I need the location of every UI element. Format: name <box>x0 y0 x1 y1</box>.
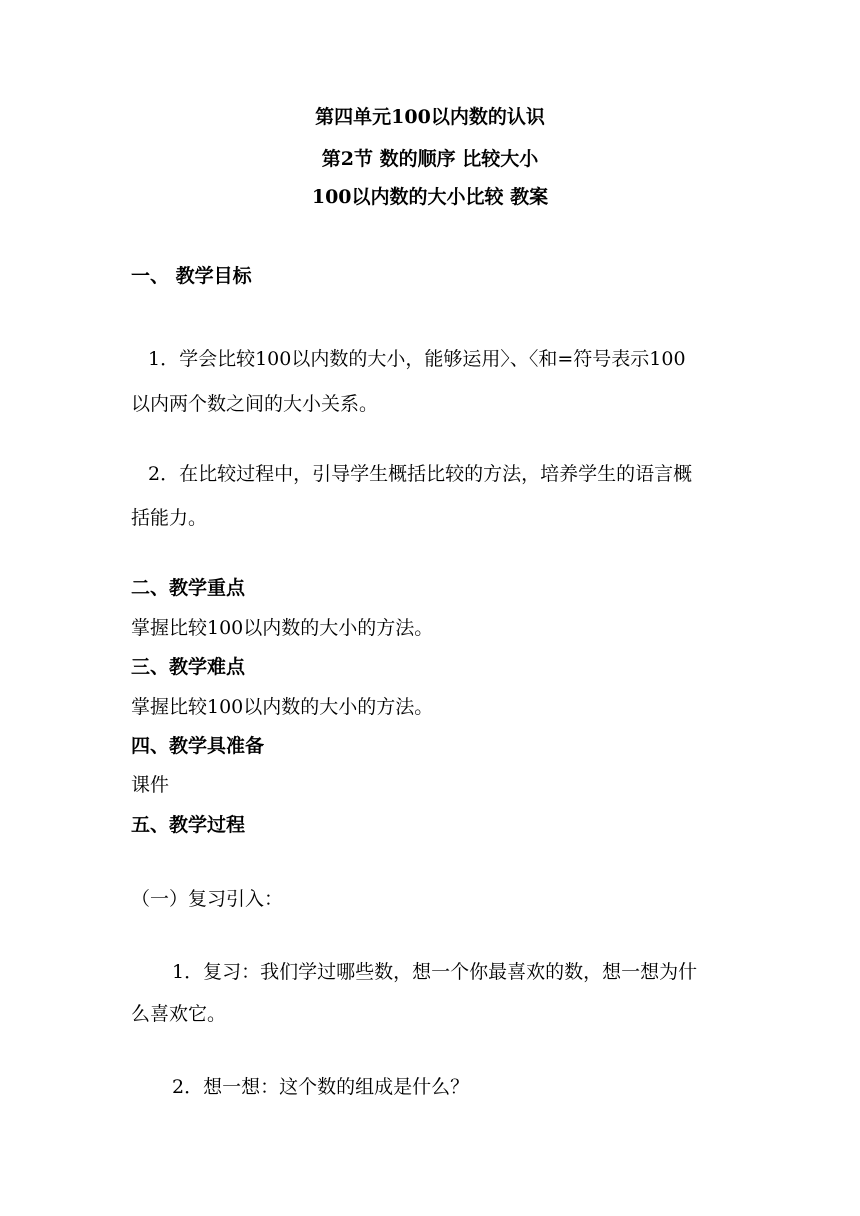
lesson-title: 100以内数的大小比较 教案 <box>311 186 549 208</box>
unit-title: 第四单元100以内数的认识 <box>315 106 545 128</box>
process-step-1-line-1: 1．复习：我们学过哪些数，想一个你最喜欢的数，想一想为什 <box>172 961 698 983</box>
process-sub-heading: （一）复习引入： <box>131 888 284 910</box>
process-heading: 五、教学过程 <box>131 814 246 836</box>
process-step-1-line-2: 么喜欢它。 <box>131 1003 227 1025</box>
objectives-heading: 一、 教学目标 <box>131 265 252 287</box>
preparation-heading: 四、教学具准备 <box>131 735 265 757</box>
preparation-text: 课件 <box>131 774 170 796</box>
objective-1-line-1: 1．学会比较100以内数的大小，能够运用〉、〈和=符号表示100 <box>148 348 686 370</box>
objective-2-line-1: 2．在比较过程中，引导学生概括比较的方法，培养学生的语言概 <box>148 463 693 485</box>
section-title: 第2节 数的顺序 比较大小 <box>321 148 539 170</box>
objective-1-line-2: 以内两个数之间的大小关系。 <box>131 393 379 415</box>
key-points-heading: 二、教学重点 <box>131 577 246 599</box>
difficulties-heading: 三、教学难点 <box>131 656 246 678</box>
objective-2-line-2: 括能力。 <box>131 507 208 529</box>
difficulties-text: 掌握比较100以内数的大小的方法。 <box>131 696 434 718</box>
key-points-text: 掌握比较100以内数的大小的方法。 <box>131 617 434 639</box>
process-step-2: 2．想一想：这个数的组成是什么？ <box>172 1076 470 1098</box>
